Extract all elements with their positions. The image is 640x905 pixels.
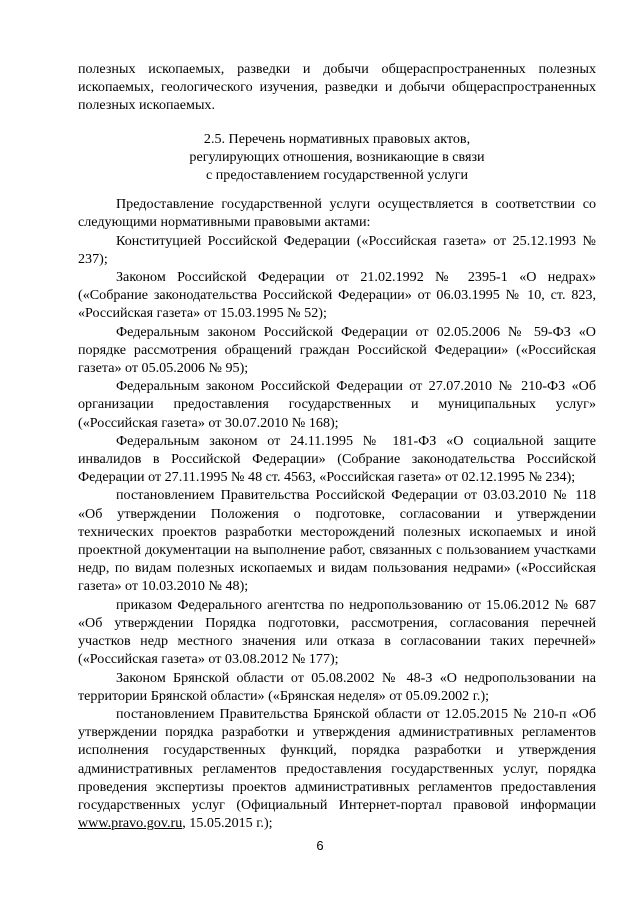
- page-number: 6: [316, 838, 324, 853]
- paragraph-resolution-210p-text: постановлением Правительства Брянской области от 12.05.2015 № 210-п «Об утверждении порядка разработки и утверждения административных регламентов исполнения государственных функций, порядка разработки и утверждения административных регламентов предоставления государственных услуг, порядка проведения экспертизы проектов административных регламентов предоставления государственных услуг (Официальный Интернет-портал правовой информации: [78, 705, 596, 813]
- section-heading-line-2: регулирующих отношения, возникающие в связи: [189, 148, 485, 165]
- paragraph-constitution: Конституцией Российской Федерации («Российская газета» от 25.12.1993 № 237);: [78, 232, 596, 267]
- paragraph-law-59fz: Федеральным законом Российской Федерации от 02.05.2006 № 59-ФЗ «О порядке рассмотрения обращений граждан Российской Федерации» («Российская газета» от 05.05.2006 № 95);: [78, 323, 596, 377]
- paragraph-resolution-118: постановлением Правительства Российской Федерации от 03.03.2010 № 118 «Об утверждении Положения о подготовке, согласовании и утверждении технических проектов разработки месторождений полезных ископаемых и иной проектной документации на выполнение работ, связанных с пользованием участками недр, по видам полезных ископаемых и видам пользования недрами» («Российская газета» от 10.03.2010 № 48);: [78, 487, 596, 595]
- paragraph-law-181fz: Федеральным законом от 24.11.1995 № 181-ФЗ «О социальной защите инвалидов в Российской Федерации» (Собрание законодательства Российской Федерации от 27.11.1995 № 48 ст. 4563, «Российская газета» от 02.12.1995 № 234);: [78, 432, 596, 486]
- section-heading: [78, 130, 596, 185]
- paragraph-resolution-210p: [78, 705, 596, 832]
- section-heading-line-1: 2.5. Перечень нормативных правовых актов,: [203, 130, 471, 147]
- pravo-gov-link[interactable]: www.pravo.gov.ru: [78, 815, 183, 832]
- paragraph-preamble: Предоставление государственной услуги осуществляется в соответствии со следующими нормативными правовыми актами:: [78, 196, 596, 231]
- paragraph-resolution-210p-tail: , 15.05.2015 г.);: [182, 815, 273, 832]
- paragraph-law-210fz: Федеральным законом Российской Федерации от 27.07.2010 № 210-ФЗ «Об организации предоставления государственных и муниципальных услуг» («Российская газета» от 30.07.2010 № 168);: [78, 378, 596, 431]
- paragraph-order-687: приказом Федерального агентства по недропользованию от 15.06.2012 № 687 «Об утверждении Порядка подготовки, рассмотрения, согласования перечней участков недр местного значения или отказа в согласовании таких перечней» («Российская газета» от 03.08.2012 № 177);: [78, 596, 596, 668]
- paragraph-law-nedra: Законом Российской Федерации от 21.02.1992 № 2395-1 «О недрах» («Собрание законодательства Российской Федерации» от 06.03.1995 № 10, ст. 823, «Российская газета» от 15.03.1995 № 52);: [78, 269, 596, 322]
- intro-paragraph: полезных ископаемых, разведки и добычи общераспространенных полезных ископаемых, геологического изучения, разведки и добычи общераспространенных полезных ископаемых.: [78, 61, 596, 114]
- paragraph-bryansk-law: Законом Брянской области от 05.08.2002 № 48-З «О недропользовании на территории Брянской области» («Брянская неделя» от 05.09.2002 г.);: [78, 669, 596, 704]
- section-heading-line-3: с предоставлением государственной услуги: [205, 167, 469, 184]
